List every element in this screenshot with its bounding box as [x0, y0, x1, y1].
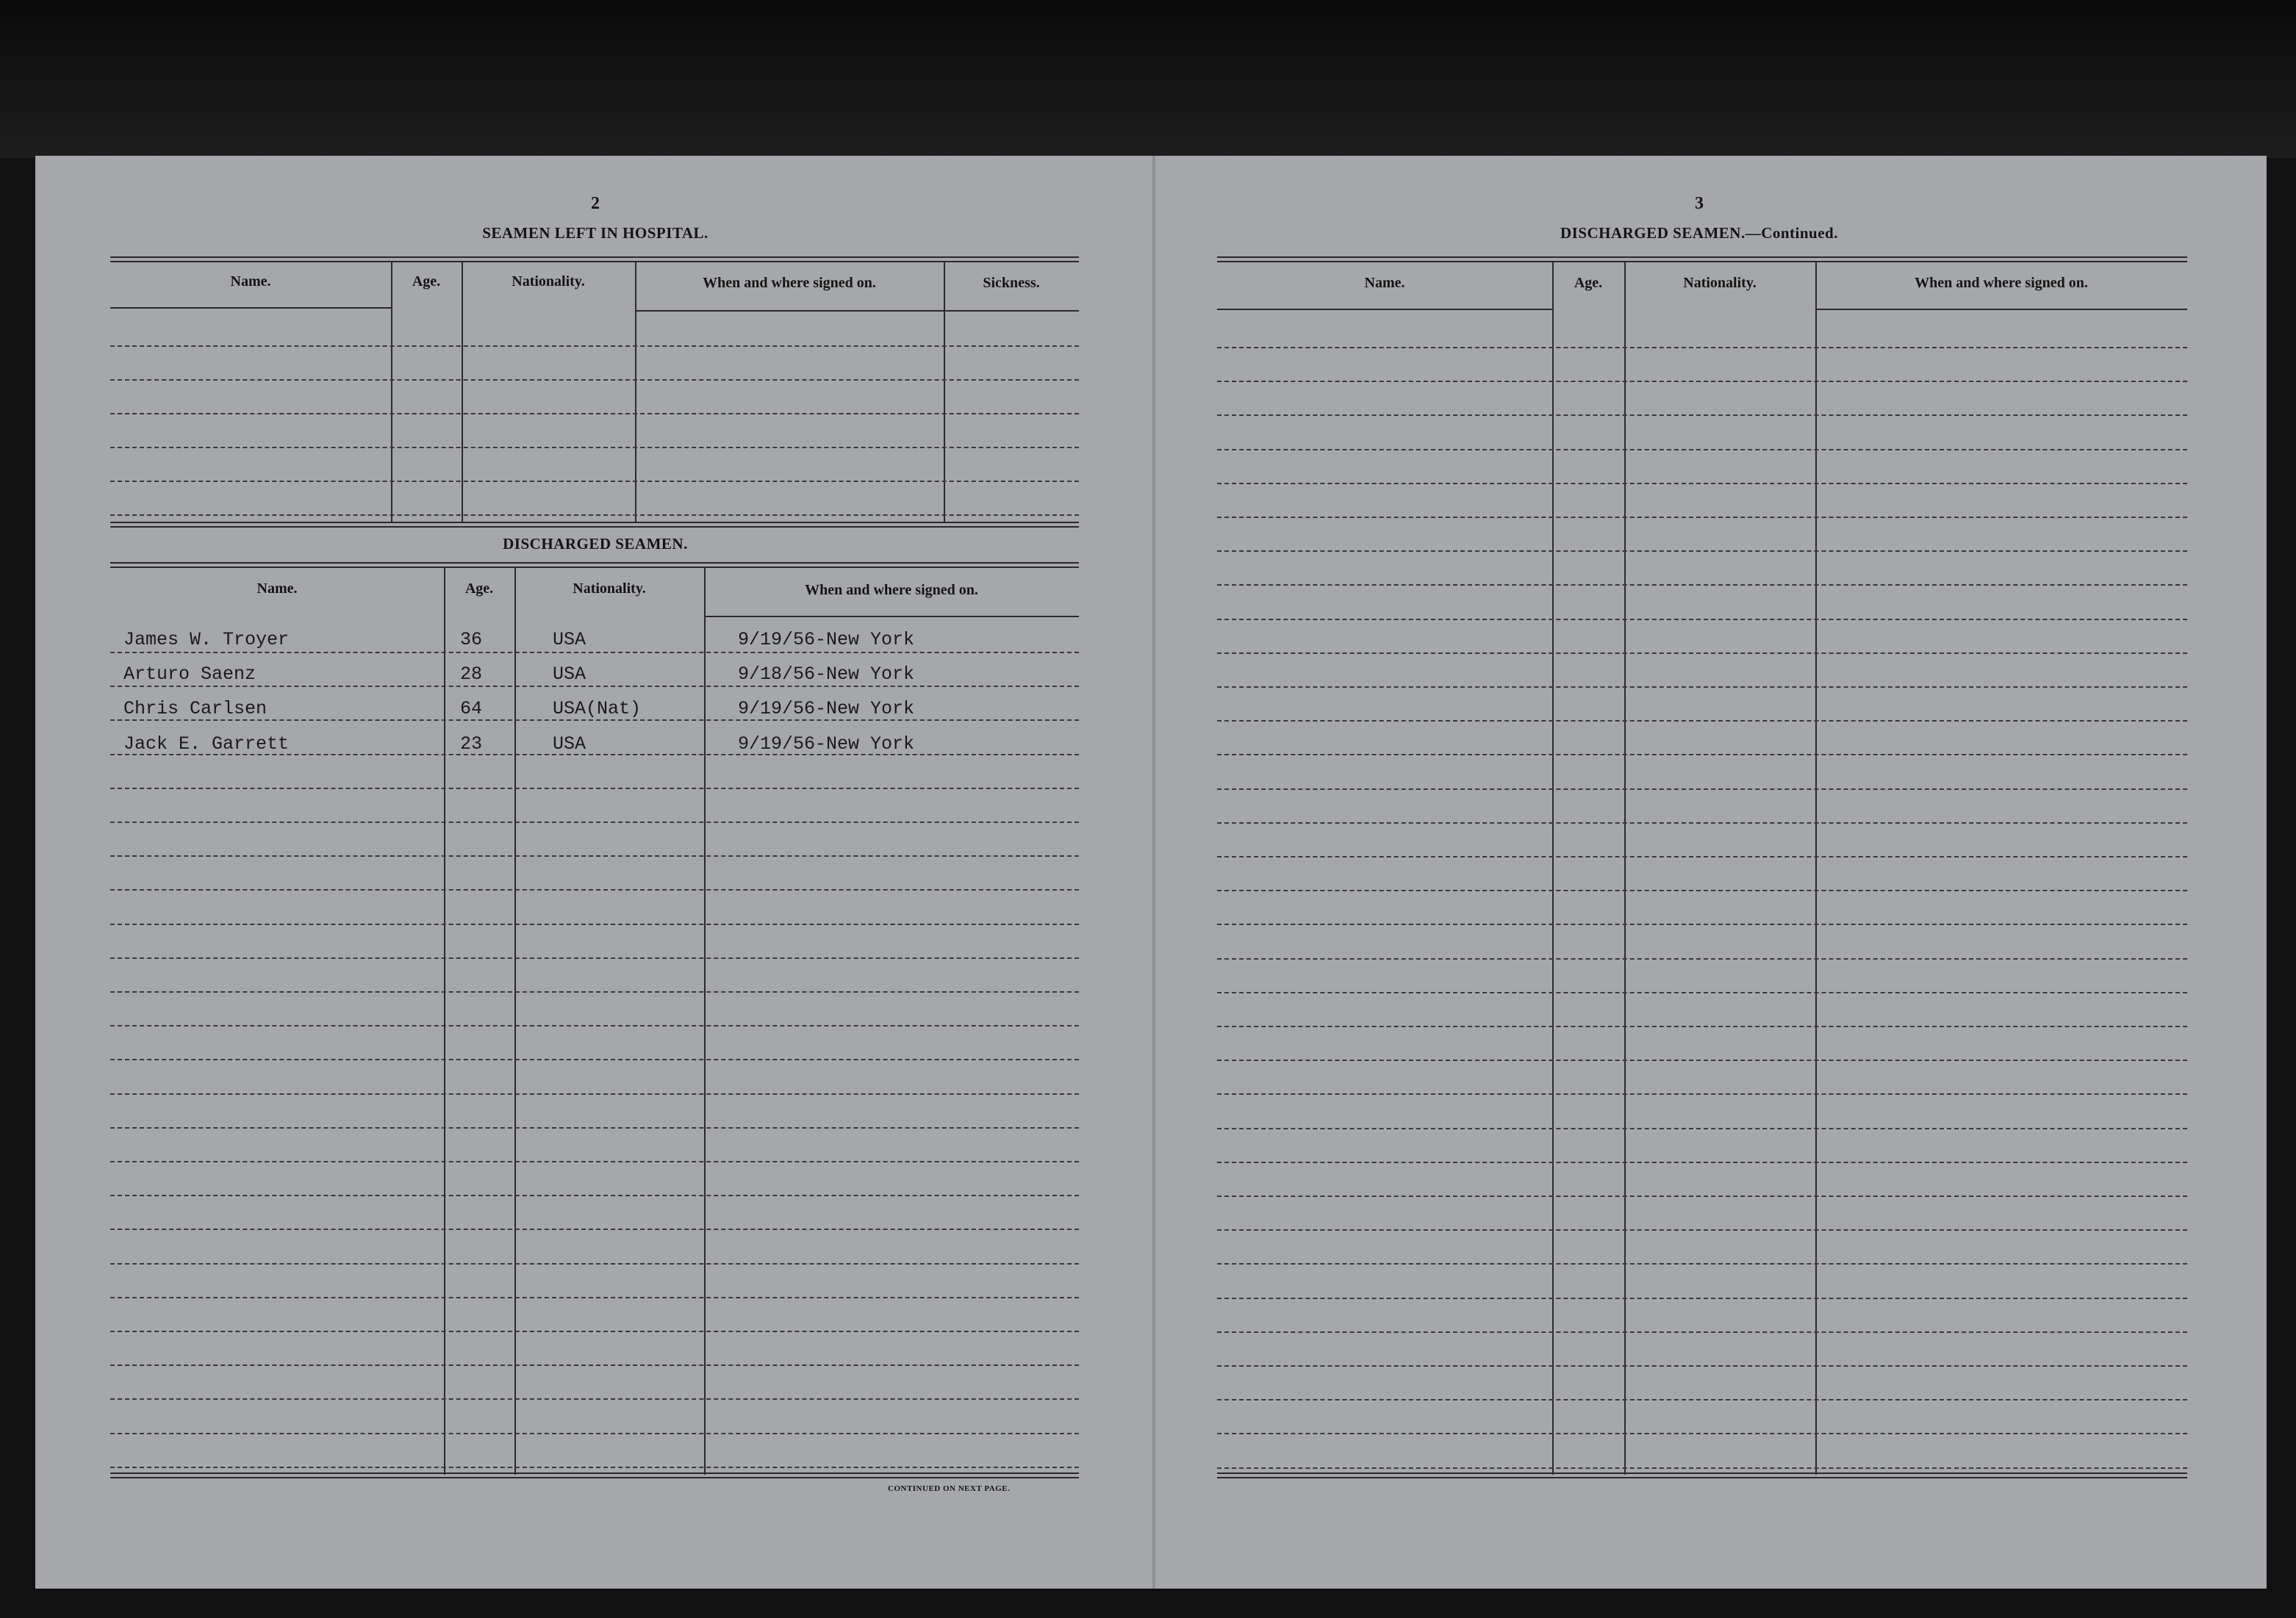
ruled-line — [1217, 720, 2187, 722]
ruled-line — [1217, 1093, 2187, 1095]
scan-background-strip — [0, 0, 2296, 158]
ruled-line — [110, 1229, 1079, 1230]
hospital-col-divider — [462, 261, 463, 522]
seaman-signed-on: 9/18/56-New York — [738, 664, 915, 685]
discharged-header-nationality: Nationality. — [573, 580, 646, 597]
discharged-header-age: Age. — [464, 580, 494, 597]
hospital-section-title: SEAMEN LEFT IN HOSPITAL. — [482, 224, 708, 242]
ruled-line — [110, 821, 1079, 823]
manifest-sheet — [35, 156, 2267, 1589]
ruled-line — [110, 1127, 1079, 1129]
seaman-signed-on: 9/19/56-New York — [738, 733, 915, 755]
discharged-header-signed-on: When and where signed on. — [805, 582, 978, 598]
hospital-header-age: Age. — [412, 273, 441, 290]
ruled-line — [1217, 856, 2187, 857]
page-number: 3 — [1695, 194, 1704, 213]
ruled-line — [1217, 1195, 2187, 1197]
ruled-line — [110, 686, 1079, 687]
hospital-col-divider — [391, 261, 392, 522]
ruled-line — [1217, 1298, 2187, 1299]
ruled-line — [110, 1297, 1079, 1298]
hospital-header-signed-on: When and where signed on. — [703, 275, 876, 291]
seaman-nationality: USA — [553, 664, 586, 685]
ruled-line — [1217, 924, 2187, 925]
ruled-line — [1217, 890, 2187, 891]
seaman-signed-on: 9/19/56-New York — [738, 698, 915, 719]
ruled-line — [1217, 1365, 2187, 1367]
ruled-line — [110, 1364, 1079, 1366]
continued-top-rule — [1217, 256, 2187, 262]
continued-header-age: Age. — [1574, 275, 1603, 291]
ruled-line — [1217, 449, 2187, 450]
seaman-nationality: USA(Nat) — [553, 698, 642, 719]
ruled-line — [110, 957, 1079, 959]
ruled-line — [1217, 381, 2187, 382]
ruled-line — [1217, 958, 2187, 960]
ruled-line — [110, 345, 1079, 347]
continued-note: CONTINUED ON NEXT PAGE. — [888, 1484, 1011, 1493]
ruled-line — [110, 514, 1079, 516]
ruled-line — [1217, 1162, 2187, 1163]
ruled-line — [110, 1025, 1079, 1026]
ruled-line — [1217, 1128, 2187, 1129]
seaman-age: 36 — [460, 629, 483, 650]
seaman-nationality: USA — [553, 733, 586, 755]
ruled-line — [1217, 1060, 2187, 1061]
ruled-line — [1217, 652, 2187, 654]
ruled-line — [110, 1467, 1079, 1468]
discharged-header-underline — [704, 616, 1079, 617]
ruled-line — [110, 1195, 1079, 1196]
ruled-line — [1217, 619, 2187, 620]
page-fold — [1152, 156, 1155, 1589]
ruled-line — [1217, 1026, 2187, 1027]
discharged-section-title: DISCHARGED SEAMEN. — [503, 535, 688, 553]
page-number: 2 — [591, 194, 600, 213]
continued-col-divider — [1624, 261, 1626, 1475]
ruled-line — [1217, 686, 2187, 688]
ruled-line — [110, 924, 1079, 925]
ruled-line — [110, 1161, 1079, 1162]
continued-bottom-rule — [1217, 1473, 2187, 1478]
hospital-top-rule — [110, 256, 1079, 262]
continued-header-name: Name. — [1364, 275, 1405, 291]
ruled-line — [1217, 1331, 2187, 1333]
seaman-name: Arturo Saenz — [123, 664, 256, 685]
hospital-col-divider — [944, 261, 945, 522]
ruled-line — [110, 652, 1079, 653]
ruled-line — [110, 991, 1079, 993]
hospital-header-underline — [635, 310, 944, 312]
hospital-header-underline — [110, 307, 391, 309]
discharged-col-divider — [444, 567, 445, 1475]
ruled-line — [1217, 517, 2187, 518]
continued-header-underline — [1217, 309, 1552, 310]
ruled-line — [1217, 1263, 2187, 1265]
ruled-line — [110, 447, 1079, 448]
ruled-line — [1217, 1433, 2187, 1434]
ruled-line — [110, 719, 1079, 721]
discharged-top-rule — [110, 562, 1079, 568]
seaman-nationality: USA — [553, 629, 586, 650]
ruled-line — [1217, 992, 2187, 993]
ruled-line — [110, 1093, 1079, 1095]
continued-header-signed-on: When and where signed on. — [1915, 275, 2088, 291]
ruled-line — [110, 1331, 1079, 1332]
ruled-line — [1217, 414, 2187, 416]
ruled-line — [110, 889, 1079, 891]
discharged-col-divider — [704, 567, 706, 1475]
hospital-col-divider — [635, 261, 636, 522]
ruled-line — [110, 1433, 1079, 1434]
continued-col-divider — [1815, 261, 1817, 1475]
continued-header-nationality: Nationality. — [1683, 275, 1757, 291]
ruled-line — [1217, 1229, 2187, 1231]
continued-header-underline — [1815, 309, 2187, 310]
seaman-signed-on: 9/19/56-New York — [738, 629, 915, 650]
seaman-name: Jack E. Garrett — [123, 733, 290, 755]
ruled-line — [110, 379, 1079, 381]
ruled-line — [110, 481, 1079, 482]
discharged-continued-title: DISCHARGED SEAMEN.—Continued. — [1560, 224, 1838, 242]
ruled-line — [1217, 822, 2187, 824]
hospital-header-underline — [944, 310, 1079, 312]
seaman-age: 23 — [460, 733, 483, 755]
seaman-name: James W. Troyer — [123, 629, 290, 650]
hospital-header-sickness: Sickness. — [983, 275, 1040, 291]
seaman-name: Chris Carlsen — [123, 698, 268, 719]
hospital-bottom-rule — [110, 522, 1079, 528]
discharged-bottom-rule — [110, 1473, 1079, 1478]
ruled-line — [110, 1263, 1079, 1265]
ruled-line — [110, 754, 1079, 755]
ruled-line — [110, 1398, 1079, 1400]
ruled-line — [1217, 584, 2187, 586]
hospital-header-name: Name. — [230, 273, 271, 290]
ruled-line — [1217, 1467, 2187, 1469]
ruled-line — [1217, 1399, 2187, 1401]
ruled-line — [110, 413, 1079, 414]
seaman-age: 28 — [460, 664, 483, 685]
seaman-age: 64 — [460, 698, 483, 719]
ruled-line — [110, 788, 1079, 789]
ruled-line — [110, 1059, 1079, 1060]
continued-col-divider — [1552, 261, 1554, 1475]
ruled-line — [1217, 788, 2187, 790]
ruled-line — [1217, 754, 2187, 755]
ruled-line — [1217, 347, 2187, 348]
discharged-col-divider — [514, 567, 516, 1475]
discharged-header-name: Name. — [256, 580, 298, 597]
ruled-line — [110, 855, 1079, 857]
ruled-line — [1217, 550, 2187, 552]
ruled-line — [1217, 483, 2187, 484]
hospital-header-nationality: Nationality. — [512, 273, 585, 290]
